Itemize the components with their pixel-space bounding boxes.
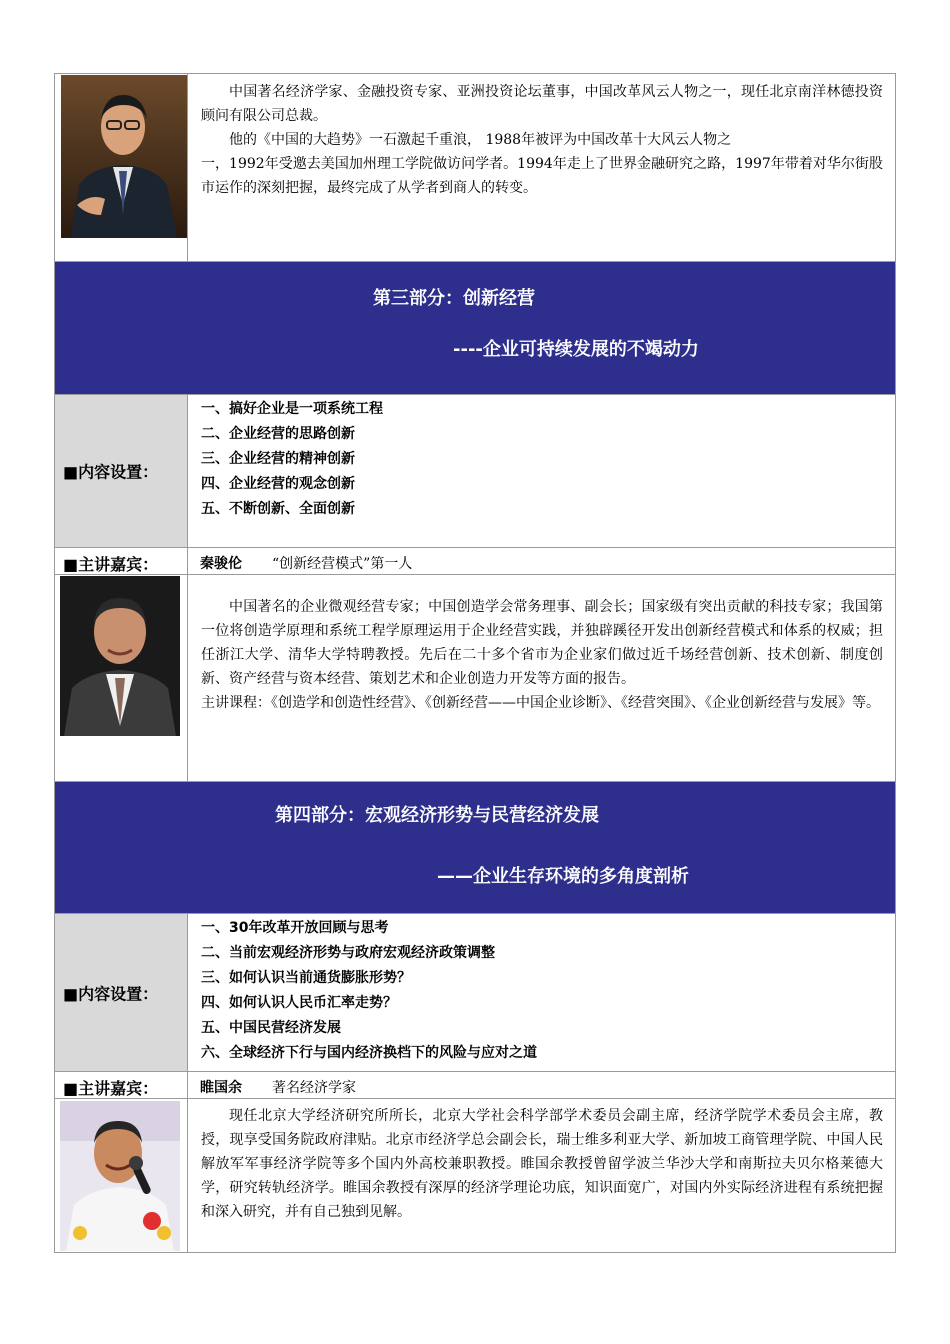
list-item: 一、30年改革开放回顾与思考 — [201, 920, 389, 936]
list-item: 六、全球经济下行与国内经济换档下的风险与应对之道 — [201, 1045, 537, 1061]
section-title: 第三部分：创新经营 — [373, 288, 535, 309]
speaker-name: 秦骏伦 — [200, 556, 242, 572]
section-banner-part4 — [55, 782, 895, 913]
list-item: 四、企业经营的观念创新 — [201, 476, 355, 492]
list-item: 二、当前宏观经济形势与政府宏观经济政策调整 — [201, 945, 495, 961]
section-title: 第四部分：宏观经济形势与民营经济发展 — [275, 805, 599, 826]
list-item: 五、不断创新、全面创新 — [201, 501, 355, 517]
speaker-photo-2 — [60, 576, 180, 736]
list-item: 五、中国民营经济发展 — [201, 1020, 341, 1036]
speaker-header — [200, 553, 412, 573]
list-item: 二、企业经营的思路创新 — [201, 426, 355, 442]
agenda-table — [54, 73, 896, 1253]
speaker-bio-1 — [201, 80, 883, 200]
speaker-bio-3 — [201, 1104, 883, 1224]
column-divider — [187, 74, 188, 261]
speaker-header — [200, 1077, 356, 1097]
speaker-label: ■主讲嘉宾： — [55, 1076, 187, 1099]
speaker-photo-1 — [61, 75, 187, 238]
speaker-photo-3 — [60, 1101, 180, 1251]
content-list — [189, 916, 537, 1066]
list-item: 一、搞好企业是一项系统工程 — [201, 401, 383, 417]
bio-paragraph: 中国著名经济学家、金融投资专家、亚洲投资论坛董事，中国改革风云人物之一，现任北京南洋林德投资顾问有限公司总裁。 — [201, 84, 883, 124]
content-label: ■内容设置： — [55, 914, 187, 1071]
list-item: 四、如何认识人民币汇率走势？ — [201, 995, 397, 1011]
bio-paragraph: 现任北京大学经济研究所所长，北京大学社会科学部学术委员会副主席，经济学院学术委员会主席，教授，现享受国务院政府津贴。北京市经济学总会副会长，瑞士维多利亚大学、新加坡工商管理学院、中国人民解放军军事经济学院等多个国内外高校兼职教授。睢国余教授曾留学波兰华沙大学和南斯拉夫贝尔格莱德大学，研究转轨经济学。睢国余教授有深厚的经济学理论功底，知识面宽广，对国内外实际经济进程有系统把握和深入研究，并有自己独到见解。 — [201, 1108, 883, 1220]
list-item: 三、企业经营的精神创新 — [201, 451, 355, 467]
section-subtitle: ——企业生存环境的多角度剖析 — [437, 866, 689, 887]
speaker-label: ■主讲嘉宾： — [55, 552, 187, 575]
speaker-title: 著名经济学家 — [272, 1080, 356, 1096]
section-banner-part3 — [55, 262, 895, 394]
content-label: ■内容设置： — [55, 395, 187, 547]
content-list — [189, 397, 383, 522]
speaker-name: 睢国余 — [200, 1080, 242, 1096]
bio-paragraph: 他的《中国的大趋势》一石激起千重浪， 1988年被评为中国改革十大风云人物之 — [229, 132, 732, 148]
bio-paragraph: 中国著名的企业微观经营专家；中国创造学会常务理事、副会长；国家级有突出贡献的科技专家；我国第一位将创造学原理和系统工程学原理运用于企业经营实践，并独辟蹊径开发出创新经营模式和体系的权威；担任浙江大学、清华大学特聘教授。先后在二十多个省市为企业家们做过近千场经营创新、技术创新、制度创新、资产经营与资本经营、策划艺术和企业创造力开发等方面的报告。 — [201, 599, 883, 687]
speaker-title: “创新经营模式”第一人 — [272, 556, 413, 572]
list-item: 三、如何认识当前通货膨胀形势？ — [201, 970, 411, 986]
section-subtitle: ----企业可持续发展的不竭动力 — [453, 339, 699, 360]
bio-paragraph: 主讲课程：《创造学和创造性经营》、《创新经营——中国企业诊断》、《经营突围》、《企业创新经营与发展》等。 — [201, 695, 880, 711]
bio-paragraph: 一，1992年受邀去美国加州理工学院做访问学者。1994年走上了世界金融研究之路，1997年带着对华尔街股市运作的深刻把握，最终完成了从学者到商人的转变。 — [201, 156, 883, 196]
speaker-bio-2 — [201, 595, 883, 715]
